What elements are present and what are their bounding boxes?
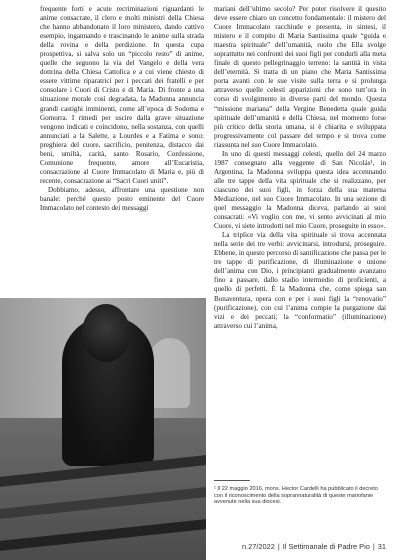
magazine-name: Il Settimanale di Padre Pio (282, 542, 370, 551)
right-text-column (214, 5, 386, 331)
photo-background-figure (150, 338, 190, 408)
paragraph: La triplice via della vita spirituale si trova accennata nella serie dei tre verbi: avvicinarsi, introdursi, proseguire. Ebbene, in questo percorso di santificazione che passa per le tre tappe di purificazione, di illuminazione e unione dell’anima con Dio, i principianti gradualmente avanzano fino a passare, dallo stadio intermedio di proficienti, a quello di perfetti. È la Madonna che, come spiega san Bonaventura, opera con e per i suoi figli la “renovatio” (purificazione), con cui l’anima compie la purgazione dai vizi e dei peccati; la “conformatio” (illuminazione) attraverso cui l’anima, (214, 231, 386, 330)
paragraph: Dobbiamo, adesso, affrontare una questione non banale: perché questo posto eminente del Cuore Immacolato nel contesto dei messaggi (40, 185, 204, 213)
paragraph: mariani dell’ultimo secolo? Per poter risolvere il quesito deve essere chiaro un concetto fondamentale: il mistero del Cuore Immacolato racchiude e presenta, in sintesi, il mistero e il compito di Maria Santissima quale “guida e maestra spirituale” dell’umanità, ruolo che Ella svolge soprattutto nei confronti dei suoi figli per condurli alla meta finale di questo pellegrinaggio terreno: la santità in vista dell’eternità. Si tratta di un piano che Maria Santissima porta avanti con le sue visite sulla terra e si prolunga attraverso quelle celesti apparizioni che sono tutt’ora in corso di svolgimento in diverse parti del mondo. Questa “missione mariana” della Vergine Benedetta quale guida spirituale dell’umanità e della Chiesa, nel momento forse più critico della storia umana, si è chiarita e sviluppata progressivamente col passare del tempo e si trova come riassunta nel suo Cuore Immacolato. (214, 5, 386, 149)
issue-number: n.27/2022 (241, 542, 275, 551)
photo-pew (0, 487, 206, 519)
praying-person-photo (0, 298, 206, 560)
page-number: 31 (377, 542, 386, 551)
paragraph: In uno di questi messaggi celesti, quello del 24 marzo 1987 consegnato alla veggente di San Nicolás¹, in Argentina, la Madonna sviluppa questa idea accennando alle tre tappe della vita spirituale che si realizzano, per ciascuno dei suoi figli, in forza della sua materna Mediazione, nel suo Cuore Immacolato. In una sezione di quel messaggio la Madonna diceva, parlando ai suoi consacrati: «Vi voglio con me, vi sento avvicinati al mio Cuore, vi siete introdotti nel mio Cuore, proseguite in esso». (214, 149, 386, 231)
footnote-divider (214, 480, 250, 481)
left-text-column (40, 5, 204, 213)
page-footer: n.27/2022 | Il Settimanale di Padre Pio | 31 (241, 542, 386, 551)
photo-person-head (82, 304, 130, 362)
photo-pew (0, 519, 206, 551)
paragraph: frequente forti e acute recriminazioni riguardanti le anime consacrate, il clero e molti ministri della Chiesa che hanno abbandonato il loro ministero, dando cattivo esempio, ingannando e trascinando le anime sulla strada della rovina e della perdizione. In questa cupa prospettiva, si salva solo un “piccolo resto” di anime, quelle che seguono la via del Vangelo e della vera dottrina della Chiesa Cattolica e a cui viene chiesto di essere vittime riparatrici per i peccati dei fratelli e per consolare i Cuori di Cristo e di Maria. Di fronte a una situazione morale così degradata, la Madonna annuncia grandi castighi imminenti, come all’epoca di Sodoma e Gomorra. I rimedi per uscire dalla grave situazione vengono indicati e coincidono, nella sostanza, con quelli annunciati a la Salette, a Lourdes e a Fatima e sono: preghiera del cuore, sacrificio, penitenza, distacco dai beni, umiltà, carità, santo Rosario, Confessione, Comunione frequente, amore all’Eucaristia, consacrazione al Cuore Immacolato di Maria e, più di recente, consacrazione ai “Sacri Cuori uniti”. (40, 5, 204, 185)
footnote: ¹ Il 22 maggio 2016, mons. Hector Cardelli ha pubblicato il decreto con il riconoscimento della soprannaturalità di queste mariofanie avvenute nella sua diocesi. (214, 486, 378, 506)
